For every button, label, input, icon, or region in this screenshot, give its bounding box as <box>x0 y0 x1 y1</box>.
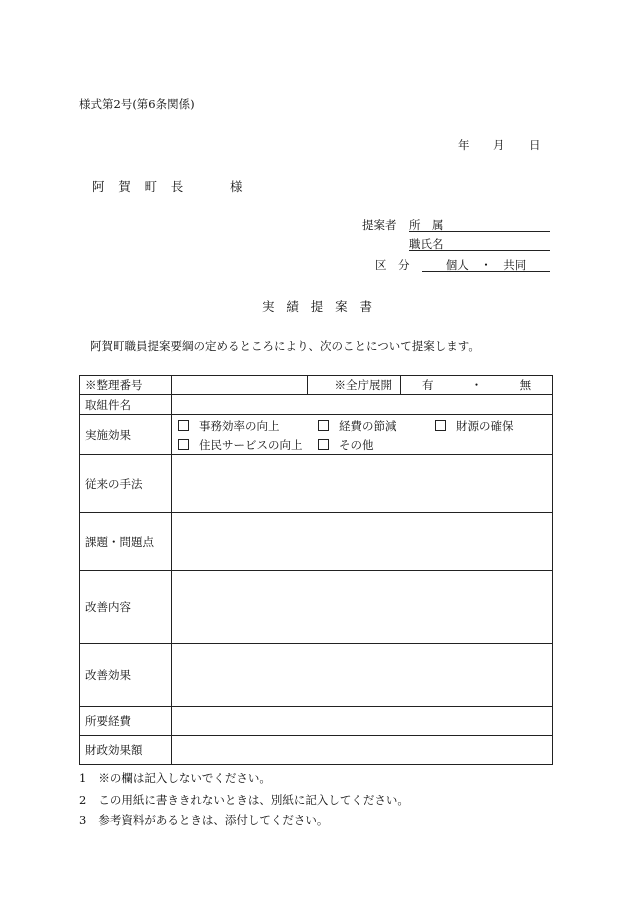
row-effect <box>80 415 553 455</box>
affiliation-field[interactable] <box>409 217 550 232</box>
proposal-table <box>79 375 553 765</box>
number-input[interactable] <box>172 376 308 395</box>
improvement-effect-label: 改善効果 <box>80 644 172 707</box>
form-number: 様式第2号(第6条関係) <box>79 97 195 111</box>
subject-label: 取組件名 <box>80 395 172 415</box>
option-efficiency[interactable]: 事務効率の向上 <box>178 418 280 434</box>
option-revenue[interactable]: 財源の確保 <box>435 418 514 434</box>
required-cost-input[interactable] <box>172 707 553 736</box>
required-cost-label: 所要経費 <box>80 707 172 736</box>
subject-input[interactable] <box>172 395 553 415</box>
date-month: 月 <box>493 138 505 152</box>
effect-options <box>172 415 553 455</box>
note-3: 3 参考資料があるときは、添付してください。 <box>79 813 329 827</box>
option-other[interactable]: その他 <box>318 437 374 453</box>
checkbox-icon <box>318 420 329 431</box>
category-field[interactable] <box>422 257 550 272</box>
addressee: 阿賀町長 <box>92 179 198 194</box>
fiscal-effect-label: 財政効果額 <box>80 736 172 765</box>
row-required-cost <box>80 707 553 736</box>
expansion-label: ※全庁展開 <box>308 376 401 395</box>
previous-method-label: 従来の手法 <box>80 455 172 513</box>
proposer-label: 提案者 <box>362 218 397 232</box>
row-issues <box>80 513 553 571</box>
improvement-label: 改善内容 <box>80 571 172 644</box>
option-cost-saving[interactable]: 経費の節減 <box>318 418 397 434</box>
affiliation-label: 所 属 <box>409 218 444 232</box>
name-label: 職氏名 <box>409 237 444 251</box>
note-1: 1 ※の欄は記入しないでください。 <box>79 771 271 785</box>
row-improvement-effect <box>80 644 553 707</box>
addressee-honorific: 様 <box>230 179 243 194</box>
intro-text: 阿賀町職員提案要綱の定めるところにより、次のことについて提案します。 <box>90 339 480 353</box>
name-field[interactable] <box>409 236 550 251</box>
option-resident-service[interactable]: 住民サービスの向上 <box>178 437 303 453</box>
previous-method-input[interactable] <box>172 455 553 513</box>
category-value: 個人 ・ 共同 <box>445 258 527 272</box>
effect-label: 実施効果 <box>80 415 172 455</box>
fiscal-effect-input[interactable] <box>172 736 553 765</box>
category-label: 区 分 <box>375 258 410 272</box>
row-improvement <box>80 571 553 644</box>
date-line <box>458 137 541 153</box>
row-number <box>80 376 553 395</box>
expansion-choice[interactable] <box>401 376 553 395</box>
checkbox-icon <box>178 420 189 431</box>
document-title: 実績提案書 <box>262 299 384 314</box>
number-label: ※整理番号 <box>80 376 172 395</box>
row-subject <box>80 395 553 415</box>
date-year: 年 <box>458 138 470 152</box>
note-2: 2 この用紙に書ききれないときは、別紙に記入してください。 <box>79 793 409 807</box>
row-fiscal-effect <box>80 736 553 765</box>
date-day: 日 <box>529 138 541 152</box>
row-previous-method <box>80 455 553 513</box>
improvement-input[interactable] <box>172 571 553 644</box>
checkbox-icon <box>178 439 189 450</box>
expansion-dot: ・ <box>470 378 483 392</box>
issues-label: 課題・問題点 <box>80 513 172 571</box>
checkbox-icon <box>435 420 446 431</box>
expansion-no: 無 <box>519 378 532 392</box>
expansion-yes: 有 <box>421 378 434 392</box>
improvement-effect-input[interactable] <box>172 644 553 707</box>
checkbox-icon <box>318 439 329 450</box>
issues-input[interactable] <box>172 513 553 571</box>
